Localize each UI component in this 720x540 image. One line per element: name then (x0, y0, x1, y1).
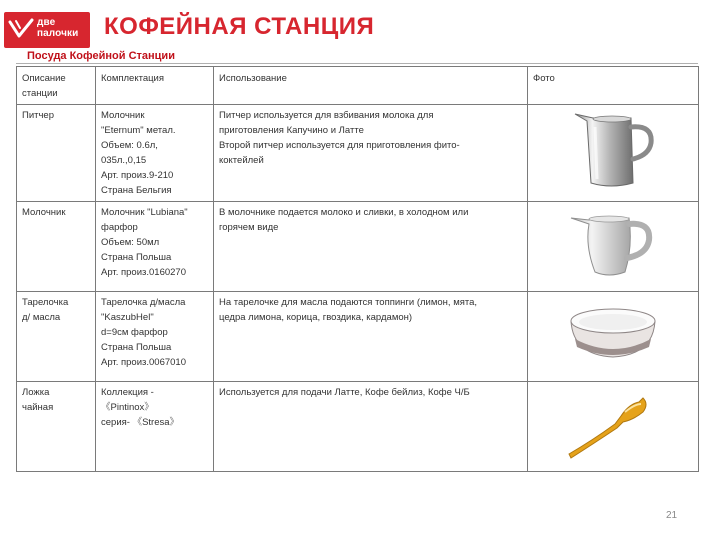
row-kit: Коллекция - 《Pintinox》 серия- 《Stresa》 (96, 382, 214, 472)
row-kit: Молочник "Lubiana" фарфор Объем: 50мл Страна Польша Арт. произ.0160270 (96, 202, 214, 292)
row-name: Тарелочка д/ масла (17, 292, 96, 382)
table-row (17, 382, 699, 472)
porcelain-creamer-icon (563, 206, 663, 282)
logo-text-line1: две (37, 17, 56, 28)
row-photo (528, 105, 699, 202)
row-photo (528, 292, 699, 382)
page-number: 21 (666, 510, 678, 521)
column-header-usage: Использование (214, 67, 528, 105)
row-name: Молочник (17, 202, 96, 292)
row-kit: Тарелочка д/масла "KaszubHel" d=9см фарфор Страна Польша Арт. произ.0067010 (96, 292, 214, 382)
chopsticks-logo-icon (8, 18, 34, 40)
row-usage: Используется для подачи Латте, Кофе бейлиз, Кофе Ч/Б (214, 382, 528, 472)
page-title: КОФЕЙНАЯ СТАНЦИЯ (104, 13, 375, 40)
column-header-description: Описание станции (17, 67, 96, 105)
table-row (17, 292, 699, 382)
butter-dish-icon (563, 301, 663, 367)
tableware-table (16, 66, 699, 472)
row-photo (528, 382, 699, 472)
brand-logo (4, 12, 90, 48)
subtitle-divider (16, 63, 698, 64)
column-header-kit: Комплектация (96, 67, 214, 105)
row-usage: В молочнике подается молоко и сливки, в холодном или горячем виде (214, 202, 528, 292)
row-usage: На тарелочке для масла подаются топпинги (лимон, мята, цедра лимона, корица, гвоздика, кардамон) (214, 292, 528, 382)
gold-teaspoon-icon (563, 386, 663, 462)
row-photo (528, 202, 699, 292)
row-usage: Питчер используется для взбивания молока для приготовления Капучино и Латте Второй питчер используется для приготовления фито- коктейлей (214, 105, 528, 202)
column-header-photo: Фото (528, 67, 699, 105)
row-name: Ложка чайная (17, 382, 96, 472)
logo-text (37, 17, 78, 39)
metal-pitcher-icon (563, 109, 663, 193)
row-kit: Молочник "Eternum" метал. Объем: 0.6л, 035л.,0,15 Арт. произ.9-210 Страна Бельгия (96, 105, 214, 202)
row-name: Питчер (17, 105, 96, 202)
logo-text-line2: палочки (37, 28, 79, 39)
table-row (17, 105, 699, 202)
table-row (17, 202, 699, 292)
table-header-row (17, 67, 699, 105)
page-subtitle: Посуда Кофейной Станции (27, 50, 175, 62)
